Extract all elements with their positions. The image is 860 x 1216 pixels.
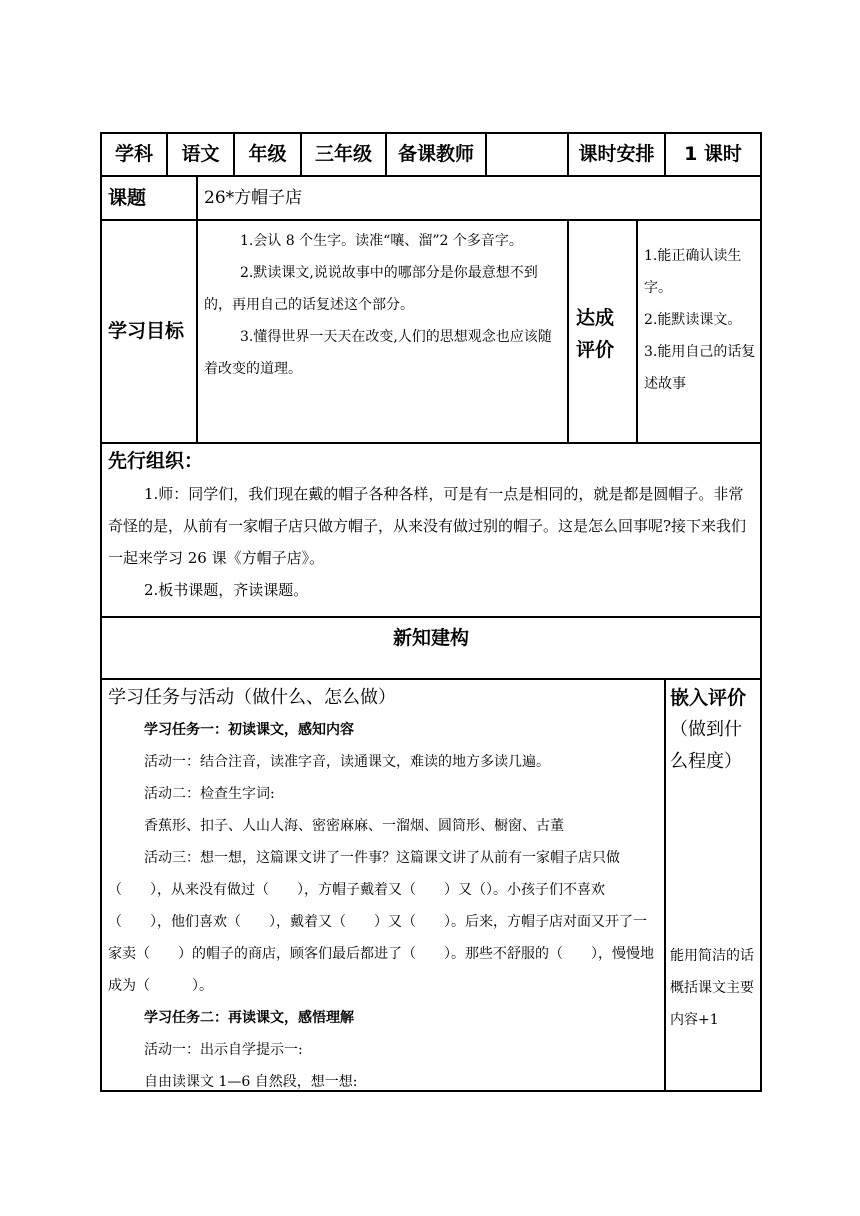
activity-item: 活动二：检查生字词: [144,786,275,802]
activities-section [108,682,658,1098]
organizer-paragraph: 2.板书课题，齐读课题。 [144,581,309,599]
task-heading: 学习任务一：初读课文，感知内容 [144,722,354,738]
embedded-eval-note: 能用简洁的话概括课文主要内容+1 [670,948,754,1028]
topic-value: 26*方帽子店 [204,188,303,208]
eval-criteria-item: 2.能默读课文。 [644,312,742,328]
schedule-value: 1 课时 [684,143,742,165]
organizer-title: 先行组织： [108,450,204,472]
achievement-eval-label: 达成 评价 [576,307,615,361]
embedded-eval-title: 嵌入评价 [670,687,747,709]
objective-item: 3.懂得世界一天天在改变,人们的思想观念也应该随着改变的道理。 [204,329,552,377]
teacher-label: 备课教师 [397,143,474,165]
subject-value: 语文 [181,143,220,165]
activity-item: 活动一：结合注音，读准字音，读通课文，难读的地方多读几遍。 [144,754,550,770]
section-title: 新知建构 [392,627,469,649]
objectives-label: 学习目标 [108,320,185,342]
embedded-eval [670,682,756,778]
eval-criteria-item: 3.能用自己的话复述故事 [644,344,756,392]
vocab-list: 香蕉形、扣子、人山人海、密密麻麻、一溜烟、圆筒形、橱窗、古董 [144,818,564,834]
activities-heading: 学习任务与活动（做什么、怎么做） [108,687,396,708]
advance-organizer [108,444,756,616]
organizer-paragraph: 1.师：同学们，我们现在戴的帽子各种各样，可是有一点是相同的，就是都是圆帽子。非常奇怪的是，从前有一家帽子店只做方帽子，从来没有做过别的帽子。这是怎么回事呢?接下来我们一起来学习 26 课《方帽子店》。 [108,485,747,567]
teacher-value [487,134,567,175]
schedule-label: 课时安排 [578,143,655,165]
grade-value: 三年级 [314,143,372,165]
lesson-plan-table [100,132,762,1092]
activity-item: 活动三：想一想，这篇课文讲了一件事？这篇课文讲了从前有一家帽子店只做（ ），从来没有做过（ ），方帽子戴着又（ ）又（）。小孩子们不喜欢（ ），他们喜欢（ ），戴着又（ ）又（ ）。后来，方帽子店对面又开了一家卖（ ）的帽子的商店，顾客们最后都进了（ ）。那些不舒服的（ ），慢慢地成为（ ）。 [108,850,654,994]
activity-item: 活动一：出示自学提示一: [144,1042,303,1058]
objective-item: 2.默读课文,说说故事中的哪部分是你最意想不到的，再用自己的话复述这个部分。 [204,265,538,313]
objectives-list [204,225,562,385]
activity-item: 自由读课文 1—6 自然段，想一想: [144,1074,358,1090]
subject-label: 学科 [114,143,153,165]
grade-label: 年级 [248,143,287,165]
eval-criteria-item: 1.能正确认读生字。 [644,248,742,296]
objective-item: 1.会认 8 个生字。读准“嚷、溜”2 个多音字。 [240,233,523,249]
eval-criteria-list [644,240,756,400]
topic-label: 课题 [108,187,147,209]
embedded-eval-subtitle: （做到什么程度） [670,719,742,772]
task-heading: 学习任务二：再读课文，感悟理解 [144,1010,354,1026]
